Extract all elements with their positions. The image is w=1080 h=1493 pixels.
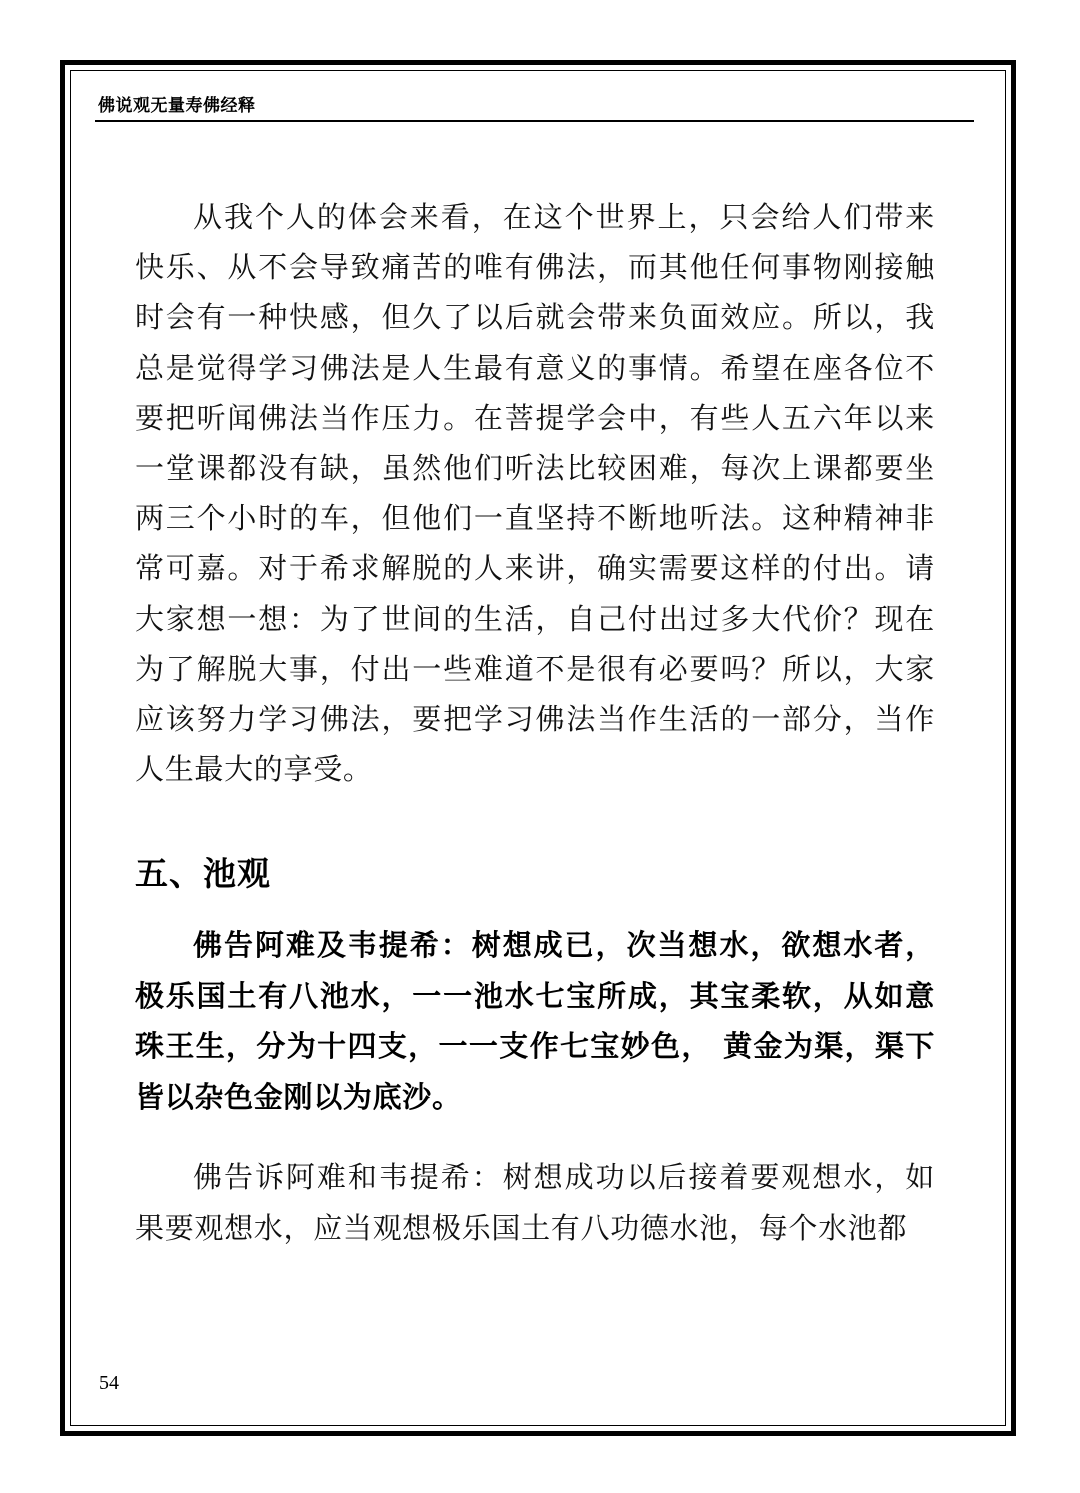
header-rule xyxy=(95,120,974,122)
sutra-quote: 佛告阿难及韦提希：树想成已，次当想水，欲想水者，极乐国土有八池水，一一池水七宝所成，其宝柔软，从如意珠王生，分为十四支，一一支作七宝妙色， 黄金为渠，渠下皆以杂色金刚以为底沙。 xyxy=(135,928,935,1114)
running-title: 佛说观无量寿佛经释 xyxy=(98,96,256,116)
body-paragraph-2: 佛告诉阿难和韦提希：树想成功以后接着要观想水，如果要观想水，应当观想极乐国土有八功德水池，每个水池都 xyxy=(135,1160,935,1245)
body-paragraph-1: 从我个人的体会来看，在这个世界上，只会给人们带来快乐、从不会导致痛苦的唯有佛法，而其他任何事物刚接触时会有一种快感，但久了以后就会带来负面效应。所以，我总是觉得学习佛法是人生最有意义的事情。希望在座各位不要把听闻佛法当作压力。在菩提学会中，有些人五六年以来一堂课都没有缺，虽然他们听法比较困难，每次上课都要坐两三个小时的车，但他们一直坚持不断地听法。这种精神非常可嘉。对于希求解脱的人来讲，确实需要这样的付出。请大家想一想：为了世间的生活，自己付出过多大代价？现在为了解脱大事，付出一些难道不是很有必要吗？所以，大家应该努力学习佛法，要把学习佛法当作生活的一部分，当作人生最大的享受。 xyxy=(135,200,935,787)
section-heading: 五、池观 xyxy=(135,854,271,893)
page-number: 54 xyxy=(99,1372,119,1394)
